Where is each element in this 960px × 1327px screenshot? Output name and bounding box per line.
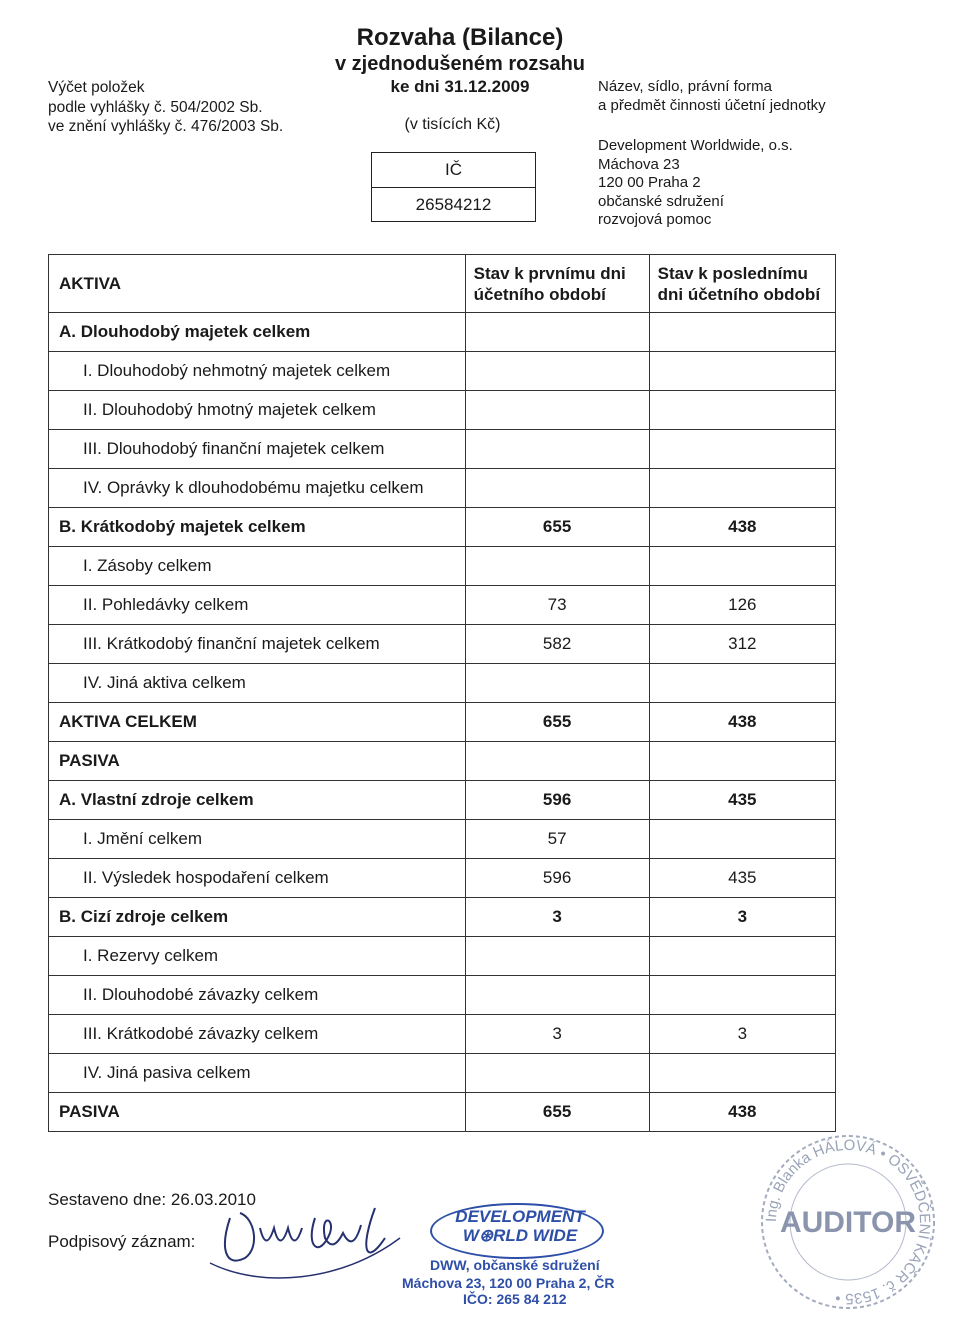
col-header-label: AKTIVA: [49, 255, 466, 313]
row-label: II. Pohledávky celkem: [49, 586, 466, 625]
row-start-value: 3: [465, 1015, 649, 1054]
stamp-logo: DEVELOPMENT W⊛RLD WIDE: [455, 1207, 585, 1245]
auditor-ring-text: Ing. Blanka HÁLOVÁ • OSVĚDČENÍ KAČR č. 1535 •: [762, 1136, 934, 1308]
entity-activity: rozvojová pomoc: [598, 211, 712, 228]
row-end-value: [649, 664, 835, 703]
col-header-end: Stav k poslednímu dni účetního období: [649, 255, 835, 313]
row-end-value: 435: [649, 781, 835, 820]
balance-table: [48, 254, 836, 1132]
auditor-stamp: [758, 1132, 938, 1312]
table-row: [49, 820, 836, 859]
row-start-value: 73: [465, 586, 649, 625]
table-row: [49, 1015, 836, 1054]
entity-street: Máchova 23: [598, 155, 680, 173]
table-row: [49, 508, 836, 547]
row-label: B. Krátkodobý majetek celkem: [49, 508, 466, 547]
table-row: [49, 898, 836, 937]
table-row: [49, 430, 836, 469]
row-start-value: [465, 1054, 649, 1093]
legal-basis-line: Výčet položek: [48, 79, 145, 96]
table-row: [49, 391, 836, 430]
table-row: [49, 625, 836, 664]
table-row: [49, 937, 836, 976]
entity-caption-line: a předmět činnosti účetní jednotky: [598, 96, 826, 114]
row-start-value: [465, 937, 649, 976]
row-label: I. Rezervy celkem: [49, 937, 466, 976]
ic-box: [371, 152, 536, 222]
row-label: AKTIVA CELKEM: [49, 703, 466, 742]
table-row: [49, 1093, 836, 1132]
row-start-value: [465, 391, 649, 430]
entity-legal-form: občanské sdružení: [598, 192, 724, 210]
row-start-value: [465, 976, 649, 1015]
row-label: III. Krátkodobý finanční majetek celkem: [49, 625, 466, 664]
row-end-value: [649, 469, 835, 508]
table-row: [49, 1054, 836, 1093]
row-end-value: 312: [649, 625, 835, 664]
table-row: [49, 664, 836, 703]
row-label: B. Cizí zdroje celkem: [49, 898, 466, 937]
table-row: [49, 352, 836, 391]
row-label: IV. Jiná aktiva celkem: [49, 664, 466, 703]
row-label: A. Dlouhodobý majetek celkem: [49, 313, 466, 352]
stamp-line: IČO: 265 84 212: [463, 1291, 567, 1307]
entity-caption-line: Název, sídlo, právní forma: [598, 78, 772, 95]
row-end-value: [649, 547, 835, 586]
row-end-value: [649, 391, 835, 430]
row-label: I. Dlouhodobý nehmotný majetek celkem: [49, 352, 466, 391]
compiled-date: Sestaveno dne: 26.03.2010: [48, 1190, 256, 1209]
stamp-line: Máchova 23, 120 00 Praha 2, ČR: [402, 1275, 615, 1291]
row-label: II. Dlouhodobý hmotný majetek celkem: [49, 391, 466, 430]
row-label: IV. Oprávky k dlouhodobému majetku celkem: [49, 469, 466, 508]
row-start-value: 655: [465, 703, 649, 742]
row-start-value: [465, 430, 649, 469]
row-start-value: 596: [465, 859, 649, 898]
entity-city: 120 00 Praha 2: [598, 174, 701, 191]
row-label: IV. Jiná pasiva celkem: [49, 1054, 466, 1093]
row-start-value: 596: [465, 781, 649, 820]
row-start-value: 655: [465, 508, 649, 547]
row-end-value: 3: [649, 1015, 835, 1054]
row-end-value: 438: [649, 703, 835, 742]
table-header-row: [49, 255, 836, 313]
row-end-value: [649, 742, 835, 781]
row-label: I. Zásoby celkem: [49, 547, 466, 586]
row-end-value: 435: [649, 859, 835, 898]
legal-basis-line: podle vyhlášky č. 504/2002 Sb.: [48, 98, 263, 116]
table-row: [49, 469, 836, 508]
row-label: PASIVA: [49, 1093, 466, 1132]
row-start-value: [465, 664, 649, 703]
table-row: [49, 586, 836, 625]
entity-block: [598, 78, 826, 230]
table-row: [49, 547, 836, 586]
signature-label: Podpisový záznam:: [48, 1232, 196, 1251]
row-end-value: [649, 820, 835, 859]
row-label: III. Krátkodobé závazky celkem: [49, 1015, 466, 1054]
row-start-value: [465, 352, 649, 391]
row-end-value: [649, 430, 835, 469]
row-label: PASIVA: [49, 742, 466, 781]
row-label: I. Jmění celkem: [49, 820, 466, 859]
table-row: [49, 313, 836, 352]
document-title: Rozvaha (Bilance): [356, 24, 564, 51]
row-end-value: 438: [649, 1093, 835, 1132]
row-end-value: 438: [649, 508, 835, 547]
row-end-value: [649, 313, 835, 352]
col-header-start: Stav k prvnímu dni účetního období: [465, 255, 649, 313]
row-start-value: 655: [465, 1093, 649, 1132]
document-subtitle: v zjednodušeném rozsahu: [334, 53, 586, 75]
row-end-value: 126: [649, 586, 835, 625]
row-start-value: 57: [465, 820, 649, 859]
row-start-value: [465, 742, 649, 781]
entity-name: Development Worldwide, o.s.: [598, 137, 793, 154]
row-start-value: [465, 547, 649, 586]
row-end-value: 3: [649, 898, 835, 937]
row-end-value: [649, 1054, 835, 1093]
auditor-text: AUDITOR: [779, 1206, 917, 1239]
table-row: [49, 859, 836, 898]
ic-label: IČ: [372, 153, 535, 188]
stamp-line: DWW, občanské sdružení: [430, 1257, 600, 1273]
row-end-value: [649, 976, 835, 1015]
table-row: [49, 703, 836, 742]
row-label: A. Vlastní zdroje celkem: [49, 781, 466, 820]
row-start-value: [465, 313, 649, 352]
row-label: II. Výsledek hospodaření celkem: [49, 859, 466, 898]
row-label: III. Dlouhodobý finanční majetek celkem: [49, 430, 466, 469]
row-end-value: [649, 352, 835, 391]
legal-basis-line: ve znění vyhlášky č. 476/2003 Sb.: [48, 118, 284, 135]
table-row: [49, 781, 836, 820]
table-row: [49, 742, 836, 781]
row-label: II. Dlouhodobé závazky celkem: [49, 976, 466, 1015]
row-start-value: 3: [465, 898, 649, 937]
row-end-value: [649, 937, 835, 976]
row-start-value: [465, 469, 649, 508]
ic-value: 26584212: [415, 195, 492, 214]
row-start-value: 582: [465, 625, 649, 664]
units-note: (v tisících Kč): [404, 116, 501, 133]
organization-stamp: [395, 1195, 655, 1315]
balance-date: ke dni 31.12.2009: [390, 77, 530, 96]
table-row: [49, 976, 836, 1015]
